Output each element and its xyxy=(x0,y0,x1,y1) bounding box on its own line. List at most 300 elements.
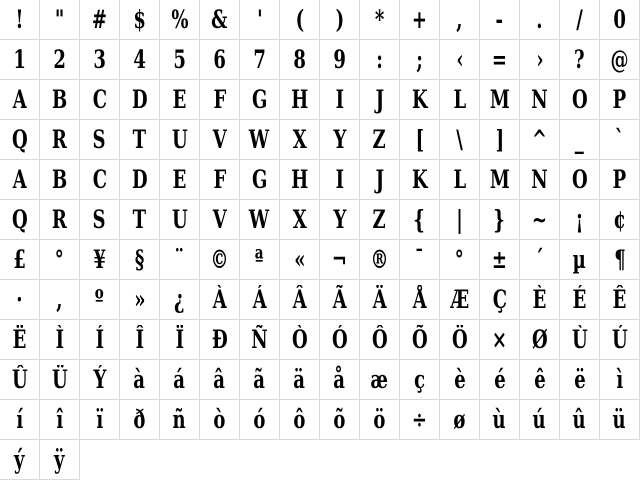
glyph-cell[interactable] xyxy=(520,400,560,440)
glyph-cell[interactable] xyxy=(0,160,40,200)
glyph-character: ´ xyxy=(535,245,544,274)
glyph-cell[interactable] xyxy=(480,360,520,400)
glyph-cell[interactable] xyxy=(40,440,80,480)
glyph-cell[interactable] xyxy=(0,280,40,320)
glyph-cell[interactable] xyxy=(440,40,480,80)
glyph-character: û xyxy=(572,405,587,434)
glyph-character: X xyxy=(292,125,307,154)
glyph-character: C xyxy=(92,85,107,114)
glyph-cell[interactable] xyxy=(440,200,480,240)
glyph-character: R xyxy=(52,205,67,234)
glyph-cell-empty xyxy=(160,440,200,480)
glyph-cell[interactable] xyxy=(480,80,520,120)
glyph-cell[interactable] xyxy=(40,160,80,200)
glyph-cell[interactable] xyxy=(440,240,480,280)
glyph-character: $ xyxy=(133,5,146,34)
glyph-character: Ø xyxy=(531,325,548,354)
glyph-character: ? xyxy=(574,45,585,74)
glyph-character: Â xyxy=(292,285,307,314)
glyph-cell[interactable] xyxy=(40,120,80,160)
glyph-character: & xyxy=(211,5,228,34)
glyph-character: Q xyxy=(11,205,28,234)
glyph-character: ] xyxy=(495,125,504,154)
glyph-cell[interactable] xyxy=(440,320,480,360)
glyph-character: 2 xyxy=(53,45,66,74)
glyph-cell[interactable] xyxy=(520,200,560,240)
glyph-character: 6 xyxy=(213,45,226,74)
glyph-cell[interactable] xyxy=(560,160,600,200)
glyph-cell[interactable] xyxy=(520,0,560,40)
glyph-character: í xyxy=(16,405,23,434)
glyph-cell[interactable] xyxy=(320,160,360,200)
glyph-cell[interactable] xyxy=(520,320,560,360)
glyph-character: Ë xyxy=(12,325,27,354)
glyph-cell[interactable] xyxy=(240,120,280,160)
glyph-character: § xyxy=(134,245,145,274)
glyph-cell[interactable] xyxy=(40,240,80,280)
glyph-cell[interactable] xyxy=(40,400,80,440)
glyph-cell[interactable] xyxy=(80,160,120,200)
glyph-cell[interactable] xyxy=(400,80,440,120)
glyph-cell[interactable] xyxy=(200,240,240,280)
glyph-cell[interactable] xyxy=(400,120,440,160)
glyph-cell[interactable] xyxy=(600,200,640,240)
glyph-cell[interactable] xyxy=(160,160,200,200)
glyph-cell[interactable] xyxy=(400,320,440,360)
glyph-character: Ï xyxy=(175,325,184,354)
glyph-cell[interactable] xyxy=(200,280,240,320)
glyph-cell[interactable] xyxy=(280,240,320,280)
glyph-cell[interactable] xyxy=(320,120,360,160)
glyph-cell-empty xyxy=(600,440,640,480)
glyph-cell-empty xyxy=(400,440,440,480)
glyph-cell[interactable] xyxy=(200,320,240,360)
glyph-cell[interactable] xyxy=(560,40,600,80)
glyph-character: º xyxy=(95,285,104,314)
glyph-character: ; xyxy=(416,45,423,74)
glyph-character: K xyxy=(411,85,428,114)
glyph-cell[interactable] xyxy=(400,240,440,280)
glyph-cell[interactable] xyxy=(360,240,400,280)
glyph-cell[interactable] xyxy=(480,120,520,160)
glyph-character: ï xyxy=(96,405,103,434)
glyph-cell[interactable] xyxy=(600,40,640,80)
glyph-character: I xyxy=(335,85,344,114)
glyph-cell[interactable] xyxy=(280,400,320,440)
glyph-character: F xyxy=(213,85,226,114)
glyph-cell[interactable] xyxy=(520,40,560,80)
glyph-character: Y xyxy=(333,125,346,154)
glyph-cell[interactable] xyxy=(200,360,240,400)
glyph-cell[interactable] xyxy=(160,240,200,280)
glyph-cell[interactable] xyxy=(600,280,640,320)
glyph-character: L xyxy=(453,165,466,194)
glyph-character: V xyxy=(212,125,227,154)
glyph-character: 9 xyxy=(333,45,346,74)
glyph-character: # xyxy=(91,5,108,34)
glyph-character: V xyxy=(212,205,227,234)
glyph-cell[interactable] xyxy=(160,120,200,160)
glyph-cell[interactable] xyxy=(160,0,200,40)
glyph-cell[interactable] xyxy=(120,320,160,360)
glyph-character: ¢ xyxy=(613,205,626,234)
glyph-character: î xyxy=(56,405,63,434)
glyph-character: Á xyxy=(252,285,267,314)
glyph-cell[interactable] xyxy=(80,200,120,240)
glyph-cell[interactable] xyxy=(200,200,240,240)
glyph-cell[interactable] xyxy=(400,0,440,40)
glyph-character: O xyxy=(571,165,588,194)
glyph-character: Î xyxy=(135,325,144,354)
glyph-cell[interactable] xyxy=(360,160,400,200)
glyph-cell[interactable] xyxy=(200,0,240,40)
glyph-character: × xyxy=(491,325,508,354)
glyph-cell[interactable] xyxy=(560,120,600,160)
glyph-character: Ò xyxy=(291,325,308,354)
glyph-cell-empty xyxy=(480,440,520,480)
glyph-cell[interactable] xyxy=(600,160,640,200)
glyph-cell[interactable] xyxy=(160,40,200,80)
glyph-cell[interactable] xyxy=(0,240,40,280)
glyph-cell[interactable] xyxy=(160,320,200,360)
glyph-cell[interactable] xyxy=(280,360,320,400)
glyph-character: ó xyxy=(253,405,266,434)
glyph-cell[interactable] xyxy=(400,200,440,240)
glyph-character: H xyxy=(290,85,309,114)
glyph-character: ) xyxy=(335,5,344,34)
glyph-cell[interactable] xyxy=(0,360,40,400)
glyph-cell[interactable] xyxy=(120,40,160,80)
glyph-character: 4 xyxy=(133,45,146,74)
glyph-character: Ý xyxy=(93,365,106,394)
glyph-cell[interactable] xyxy=(280,40,320,80)
glyph-character: | xyxy=(456,205,463,234)
glyph-cell[interactable] xyxy=(80,80,120,120)
glyph-cell[interactable] xyxy=(320,320,360,360)
glyph-cell[interactable] xyxy=(360,320,400,360)
glyph-character: , xyxy=(56,285,63,314)
glyph-cell[interactable] xyxy=(480,0,520,40)
glyph-character: J xyxy=(375,165,384,194)
glyph-character: } xyxy=(493,205,506,234)
glyph-cell[interactable] xyxy=(200,40,240,80)
glyph-cell[interactable] xyxy=(360,120,400,160)
glyph-cell[interactable] xyxy=(600,240,640,280)
glyph-character: ! xyxy=(15,5,24,34)
glyph-character: B xyxy=(51,165,68,194)
glyph-cell[interactable] xyxy=(200,80,240,120)
glyph-cell[interactable] xyxy=(520,120,560,160)
glyph-character: U xyxy=(171,125,188,154)
glyph-cell[interactable] xyxy=(200,400,240,440)
glyph-character: ì xyxy=(616,365,623,394)
glyph-character: Ñ xyxy=(251,325,268,354)
glyph-cell[interactable] xyxy=(600,0,640,40)
glyph-cell[interactable] xyxy=(400,360,440,400)
glyph-cell[interactable] xyxy=(240,160,280,200)
glyph-character: E xyxy=(172,165,187,194)
glyph-character: ¶ xyxy=(613,245,626,274)
glyph-cell[interactable] xyxy=(320,400,360,440)
glyph-cell[interactable] xyxy=(200,160,240,200)
glyph-character: µ xyxy=(572,245,587,274)
glyph-cell[interactable] xyxy=(520,360,560,400)
glyph-character: A xyxy=(12,85,27,114)
glyph-cell[interactable] xyxy=(0,40,40,80)
glyph-character: ð xyxy=(133,405,146,434)
glyph-cell[interactable] xyxy=(280,160,320,200)
glyph-cell[interactable] xyxy=(120,240,160,280)
glyph-character: [ xyxy=(415,125,424,154)
glyph-cell[interactable] xyxy=(160,280,200,320)
glyph-cell[interactable] xyxy=(0,320,40,360)
glyph-cell[interactable] xyxy=(440,0,480,40)
glyph-cell[interactable] xyxy=(0,0,40,40)
glyph-cell-empty xyxy=(280,440,320,480)
glyph-cell[interactable] xyxy=(560,80,600,120)
glyph-character: T xyxy=(132,125,147,154)
glyph-cell[interactable] xyxy=(0,440,40,480)
glyph-cell[interactable] xyxy=(400,400,440,440)
glyph-cell[interactable] xyxy=(480,400,520,440)
glyph-cell[interactable] xyxy=(120,360,160,400)
glyph-cell[interactable] xyxy=(320,240,360,280)
glyph-cell[interactable] xyxy=(400,40,440,80)
glyph-cell-empty xyxy=(560,440,600,480)
glyph-cell[interactable] xyxy=(0,120,40,160)
glyph-cell[interactable] xyxy=(400,280,440,320)
glyph-cell[interactable] xyxy=(40,40,80,80)
glyph-cell[interactable] xyxy=(80,400,120,440)
glyph-cell[interactable] xyxy=(440,80,480,120)
glyph-cell[interactable] xyxy=(560,400,600,440)
glyph-cell[interactable] xyxy=(200,120,240,160)
glyph-character: N xyxy=(531,165,548,194)
glyph-cell[interactable] xyxy=(360,80,400,120)
glyph-cell[interactable] xyxy=(560,360,600,400)
glyph-cell[interactable] xyxy=(360,280,400,320)
glyph-cell[interactable] xyxy=(560,320,600,360)
glyph-cell[interactable] xyxy=(0,200,40,240)
glyph-cell[interactable] xyxy=(120,400,160,440)
glyph-cell[interactable] xyxy=(40,280,80,320)
glyph-cell[interactable] xyxy=(600,360,640,400)
glyph-cell[interactable] xyxy=(520,160,560,200)
glyph-cell[interactable] xyxy=(240,80,280,120)
glyph-cell[interactable] xyxy=(280,200,320,240)
glyph-character: _ xyxy=(575,125,584,154)
glyph-cell[interactable] xyxy=(440,120,480,160)
glyph-cell[interactable] xyxy=(320,40,360,80)
glyph-character: U xyxy=(171,205,188,234)
glyph-cell-empty xyxy=(80,440,120,480)
glyph-cell[interactable] xyxy=(120,200,160,240)
glyph-cell[interactable] xyxy=(40,0,80,40)
glyph-character: æ xyxy=(370,365,389,394)
glyph-cell[interactable] xyxy=(560,200,600,240)
glyph-cell[interactable] xyxy=(560,240,600,280)
glyph-character: 1 xyxy=(13,45,26,74)
glyph-character: 8 xyxy=(293,45,306,74)
glyph-character: J xyxy=(375,85,384,114)
glyph-character: é xyxy=(493,365,506,394)
glyph-cell[interactable] xyxy=(600,80,640,120)
glyph-cell[interactable] xyxy=(360,400,400,440)
glyph-cell[interactable] xyxy=(520,80,560,120)
glyph-cell[interactable] xyxy=(440,280,480,320)
glyph-cell-empty xyxy=(200,440,240,480)
glyph-character: , xyxy=(456,5,463,34)
glyph-cell[interactable] xyxy=(280,320,320,360)
glyph-character: Ê xyxy=(612,285,627,314)
glyph-cell[interactable] xyxy=(600,320,640,360)
glyph-character: ç xyxy=(414,365,425,394)
glyph-cell[interactable] xyxy=(280,0,320,40)
glyph-character: ÷ xyxy=(411,405,428,434)
glyph-cell[interactable] xyxy=(320,280,360,320)
glyph-character: ñ xyxy=(172,405,187,434)
glyph-cell[interactable] xyxy=(360,0,400,40)
glyph-cell[interactable] xyxy=(480,40,520,80)
glyph-cell[interactable] xyxy=(480,320,520,360)
glyph-character: Ô xyxy=(371,325,388,354)
glyph-cell[interactable] xyxy=(480,280,520,320)
glyph-cell[interactable] xyxy=(400,160,440,200)
glyph-character: 3 xyxy=(93,45,106,74)
glyph-cell[interactable] xyxy=(480,160,520,200)
glyph-cell[interactable] xyxy=(160,80,200,120)
glyph-cell[interactable] xyxy=(40,320,80,360)
glyph-cell[interactable] xyxy=(600,120,640,160)
glyph-cell[interactable] xyxy=(80,120,120,160)
glyph-cell[interactable] xyxy=(320,360,360,400)
glyph-character: L xyxy=(453,85,466,114)
glyph-character: D xyxy=(131,165,148,194)
glyph-character: À xyxy=(212,285,227,314)
glyph-character: ± xyxy=(491,245,508,274)
glyph-character: ª xyxy=(255,245,264,274)
glyph-cell[interactable] xyxy=(480,200,520,240)
glyph-cell[interactable] xyxy=(240,0,280,40)
glyph-cell[interactable] xyxy=(240,320,280,360)
glyph-cell[interactable] xyxy=(80,240,120,280)
glyph-cell[interactable] xyxy=(240,240,280,280)
glyph-character: ö xyxy=(373,405,386,434)
glyph-cell[interactable] xyxy=(0,80,40,120)
glyph-cell[interactable] xyxy=(360,360,400,400)
glyph-cell[interactable] xyxy=(80,320,120,360)
glyph-character: ë xyxy=(573,365,586,394)
glyph-cell[interactable] xyxy=(80,280,120,320)
glyph-character: › xyxy=(535,45,544,74)
glyph-character: S xyxy=(92,205,107,234)
glyph-cell[interactable] xyxy=(240,280,280,320)
glyph-cell[interactable] xyxy=(360,40,400,80)
glyph-cell[interactable] xyxy=(240,200,280,240)
glyph-cell[interactable] xyxy=(240,400,280,440)
glyph-character: · xyxy=(16,285,23,314)
glyph-cell[interactable] xyxy=(560,0,600,40)
glyph-character: F xyxy=(213,165,226,194)
glyph-character: ( xyxy=(295,5,304,34)
glyph-character: Ç xyxy=(492,285,507,314)
glyph-character: M xyxy=(489,85,510,114)
glyph-cell[interactable] xyxy=(600,400,640,440)
glyph-cell[interactable] xyxy=(320,80,360,120)
glyph-character: Ì xyxy=(55,325,64,354)
glyph-cell[interactable] xyxy=(440,160,480,200)
glyph-cell[interactable] xyxy=(520,240,560,280)
glyph-character: G xyxy=(251,85,268,114)
glyph-character: Æ xyxy=(450,285,469,314)
glyph-character: » xyxy=(133,285,146,314)
glyph-character: P xyxy=(612,165,627,194)
glyph-cell[interactable] xyxy=(0,400,40,440)
glyph-character: Ó xyxy=(331,325,348,354)
glyph-cell[interactable] xyxy=(360,200,400,240)
glyph-character: ã xyxy=(253,365,266,394)
glyph-cell[interactable] xyxy=(80,360,120,400)
glyph-cell[interactable] xyxy=(320,200,360,240)
glyph-cell[interactable] xyxy=(560,280,600,320)
glyph-character: % xyxy=(170,5,189,34)
glyph-cell[interactable] xyxy=(240,40,280,80)
glyph-cell[interactable] xyxy=(320,0,360,40)
glyph-cell[interactable] xyxy=(40,200,80,240)
glyph-cell[interactable] xyxy=(40,360,80,400)
glyph-cell[interactable] xyxy=(160,400,200,440)
glyph-character: ò xyxy=(213,405,226,434)
glyph-cell[interactable] xyxy=(280,120,320,160)
glyph-character: ¥ xyxy=(93,245,106,274)
glyph-cell[interactable] xyxy=(80,40,120,80)
glyph-cell[interactable] xyxy=(240,360,280,400)
glyph-cell[interactable] xyxy=(120,160,160,200)
glyph-character: Û xyxy=(11,365,28,394)
glyph-cell[interactable] xyxy=(80,0,120,40)
glyph-cell[interactable] xyxy=(120,120,160,160)
glyph-character: ^ xyxy=(531,125,548,154)
glyph-character: D xyxy=(131,85,148,114)
glyph-character: ‹ xyxy=(455,45,464,74)
glyph-character: W xyxy=(249,125,270,154)
glyph-cell-empty xyxy=(240,440,280,480)
glyph-cell[interactable] xyxy=(160,360,200,400)
glyph-cell[interactable] xyxy=(440,360,480,400)
glyph-cell[interactable] xyxy=(120,80,160,120)
glyph-cell[interactable] xyxy=(520,280,560,320)
glyph-cell[interactable] xyxy=(480,240,520,280)
glyph-cell[interactable] xyxy=(280,80,320,120)
glyph-cell[interactable] xyxy=(120,280,160,320)
glyph-cell[interactable] xyxy=(40,80,80,120)
glyph-cell[interactable] xyxy=(120,0,160,40)
glyph-cell[interactable] xyxy=(160,200,200,240)
glyph-character: Ð xyxy=(211,325,228,354)
glyph-character: Ä xyxy=(372,285,387,314)
glyph-character: C xyxy=(92,165,107,194)
glyph-character: 5 xyxy=(173,45,186,74)
glyph-character: É xyxy=(572,285,587,314)
glyph-character: ô xyxy=(293,405,306,434)
glyph-character: © xyxy=(210,245,229,274)
glyph-character: ú xyxy=(532,405,547,434)
glyph-cell[interactable] xyxy=(440,400,480,440)
glyph-character: 7 xyxy=(253,45,266,74)
glyph-cell[interactable] xyxy=(280,280,320,320)
glyph-character: W xyxy=(249,205,270,234)
glyph-character: + xyxy=(411,5,428,34)
